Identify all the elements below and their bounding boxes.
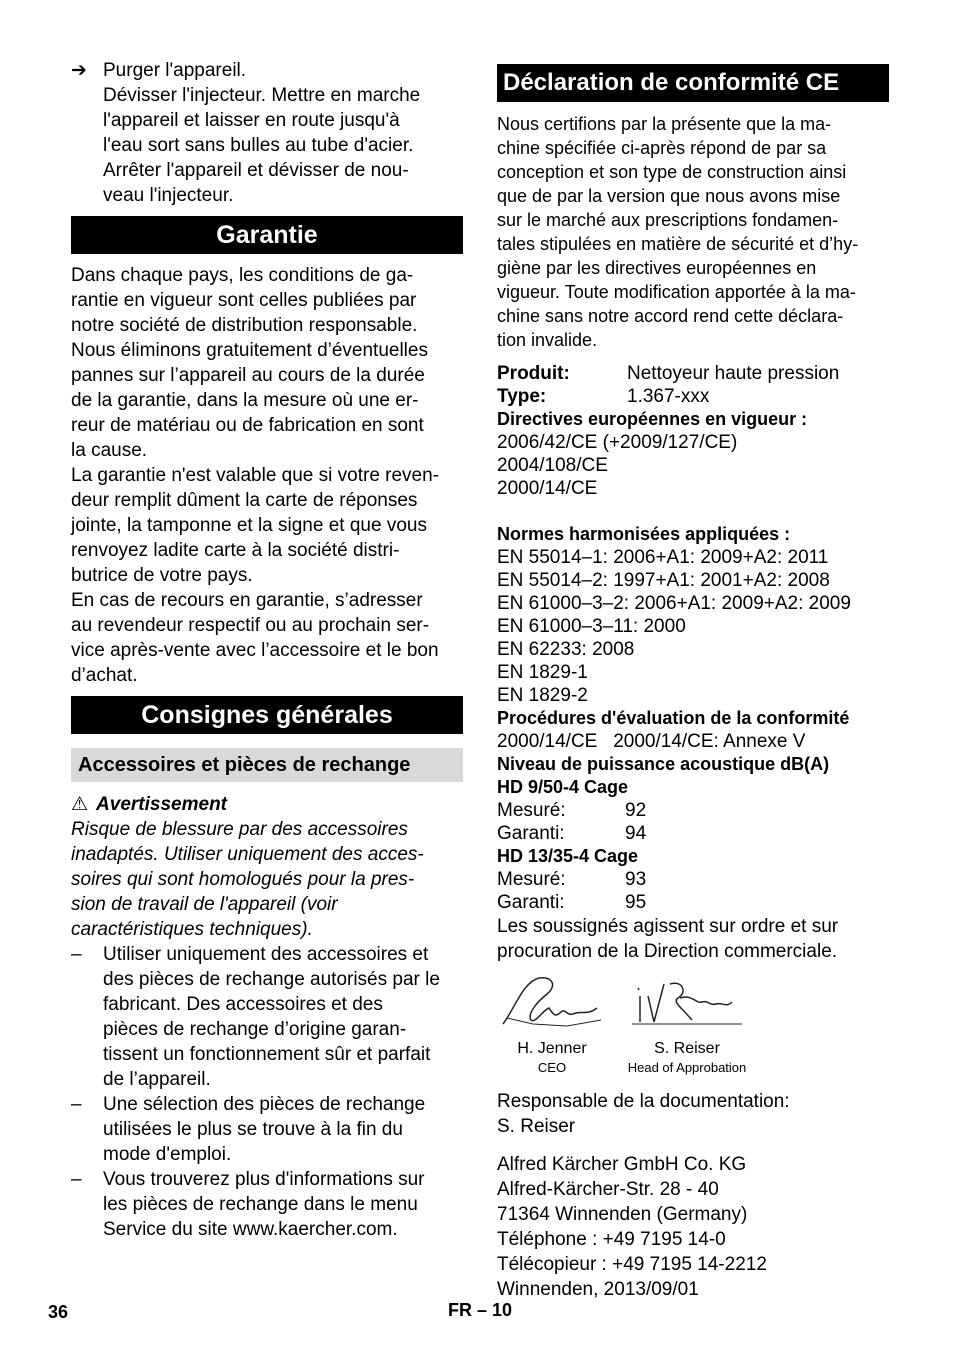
signature-jenner: [497, 974, 607, 1077]
dash-marker: –: [71, 1169, 82, 1190]
text-line: jointe, la tamponne et la signe et que vous: [71, 515, 427, 536]
left-column: [71, 58, 463, 1242]
text-line: Alfred-Kärcher-Str. 28 - 40: [497, 1179, 719, 1200]
text-line: au revendeur respectif ou au prochain ser-: [71, 615, 430, 636]
text-line: notre société de distribution responsable.: [71, 315, 418, 336]
model-name: HD 13/35-4 Cage: [497, 846, 639, 866]
mesure-row: [497, 868, 889, 891]
niveau-label: Niveau de puissance acoustique dB(A): [497, 754, 830, 774]
text-line: tissent un fonctionnement sûr et parfait: [103, 1044, 431, 1065]
type-label: Type:: [497, 386, 547, 407]
text-line: Risque de blessure par des accessoires: [71, 819, 408, 840]
text-line: pannes sur l’appareil au cours de la durée: [71, 365, 425, 386]
text-line: En cas de recours en garantie, s’adresser: [71, 590, 423, 611]
norme-item: EN 1829-2: [497, 685, 588, 706]
text-line: chine spécifiée ci-après répond de par sa: [497, 138, 827, 158]
text-line: que de par la version que nous avons mise: [497, 186, 841, 206]
norme-item: EN 61000–3–11: 2000: [497, 616, 686, 637]
dash-marker: –: [71, 1094, 82, 1115]
text-line: vice après-vente avec l’accessoire et le bon: [71, 640, 439, 661]
warning-label: Avertissement: [96, 794, 227, 815]
text-line: butrice de votre pays.: [71, 565, 253, 586]
model-name: HD 9/50-4 Cage: [497, 777, 629, 797]
declaration-heading: Déclaration de conformité CE: [497, 64, 889, 102]
text-line: sion de travail de l'appareil (voir: [71, 894, 338, 915]
signer-name: S. Reiser: [654, 1040, 720, 1057]
text-line: tion invalide.: [497, 330, 598, 350]
step-line: Arrêter l'appareil et dévisser de nou-: [103, 160, 409, 181]
signer-role: CEO: [537, 1060, 567, 1075]
text-line: tales stipulées en matière de sécurité et d’hy-: [497, 234, 859, 254]
text-line: procuration de la Direction commerciale.: [497, 941, 838, 962]
produit-value: Nettoyeur haute pression: [627, 363, 840, 384]
text-line: pièces de rechange d’origine garan-: [103, 1019, 407, 1040]
list-item: [71, 1092, 463, 1167]
declaration-details: [497, 362, 889, 914]
text-line: conception et son type de construction ainsi: [497, 162, 847, 182]
text-line: soires qui sont homologués pour la pres-: [71, 869, 415, 890]
accessoires-subheading: Accessoires et pièces de rechange: [71, 748, 463, 782]
text-line: inadaptés. Utiliser uniquement des acces-: [71, 844, 424, 865]
garanti-label: Garanti:: [497, 823, 565, 844]
text-line: rantie en vigueur sont celles publiées par: [71, 290, 417, 311]
step-line: l'eau sort sans bulles au tube d'acier.: [103, 135, 414, 156]
garantie-text: [71, 263, 463, 688]
text-line: de la garantie, dans la mesure où une er-: [71, 390, 419, 411]
signer-role: Head of Approbation: [627, 1060, 747, 1075]
mesure-value: 92: [625, 800, 647, 821]
directives-label: Directives européennes en vigueur :: [497, 409, 808, 429]
norme-item: EN 1829-1: [497, 662, 588, 683]
normes-label: Normes harmonisées appliquées :: [497, 524, 791, 544]
text-line: Téléphone : +49 7195 14-0: [497, 1229, 726, 1250]
consignes-heading: Consignes générales: [71, 696, 463, 734]
type-value: 1.367-xxx: [627, 386, 710, 407]
warning-icon: ⚠: [71, 794, 89, 815]
procedures-value: 2000/14/CE 2000/14/CE: Annexe V: [497, 731, 806, 752]
text-line: Télécopieur : +49 7195 14-2212: [497, 1254, 767, 1275]
text-line: renvoyez ladite carte à la société distri-: [71, 540, 400, 561]
garanti-row: [497, 822, 889, 845]
directive-item: 2006/42/CE (+2009/127/CE): [497, 432, 738, 453]
norme-item: EN 61000–3–2: 2006+A1: 2009+A2: 2009: [497, 593, 851, 614]
list-item: [71, 1167, 463, 1242]
signature-reiser: [622, 974, 752, 1077]
step-line: veau l'injecteur.: [103, 185, 234, 206]
text-line: sur le marché aux prescriptions fondamen-: [497, 210, 839, 230]
warning-title: [71, 792, 463, 817]
text-line: la cause.: [71, 440, 148, 461]
text-line: les pièces de rechange dans le menu: [103, 1194, 418, 1215]
warning-text: [71, 817, 463, 942]
text-line: Une sélection des pièces de rechange: [103, 1094, 426, 1115]
company-address: [497, 1152, 889, 1302]
garanti-row: [497, 891, 889, 914]
garantie-heading: Garantie: [71, 216, 463, 254]
garanti-label: Garanti:: [497, 892, 565, 913]
text-line: de l’appareil.: [103, 1069, 211, 1090]
text-line: mode d'emploi.: [103, 1144, 232, 1165]
signatures: [497, 974, 889, 1084]
mesure-label: Mesuré:: [497, 800, 566, 821]
declaration-intro: [497, 112, 889, 352]
signature-jenner-image: [497, 974, 607, 1032]
text-line: Nous certifions par la présente que la ma-: [497, 114, 832, 134]
text-line: utilisées le plus se trouve à la fin du: [103, 1119, 403, 1140]
text-line: Responsable de la documentation:: [497, 1091, 790, 1112]
norme-item: EN 55014–1: 2006+A1: 2009+A2: 2011: [497, 547, 829, 568]
step-line: l'appareil et laisser en route jusqu'à: [103, 110, 400, 131]
step-title: Purger l'appareil.: [103, 60, 247, 81]
dash-marker: –: [71, 944, 82, 965]
text-line: des pièces de rechange autorisés par le: [103, 969, 440, 990]
mesure-row: [497, 799, 889, 822]
right-column: [497, 58, 889, 1302]
text-line: Nous éliminons gratuitement d’éventuelles: [71, 340, 428, 361]
mesure-value: 93: [625, 869, 647, 890]
purge-step: [71, 58, 463, 208]
text-line: giène par les directives européennes en: [497, 258, 817, 278]
arrow-icon: ➔: [71, 60, 87, 81]
text-line: Alfred Kärcher GmbH Co. KG: [497, 1154, 747, 1175]
text-line: La garantie n'est valable que si votre reven-: [71, 465, 440, 486]
text-line: fabricant. Des accessoires et des: [103, 994, 383, 1015]
text-line: Utiliser uniquement des accessoires et: [103, 944, 429, 965]
page-number: 36: [48, 1302, 69, 1322]
list-item: [71, 942, 463, 1092]
text-line: S. Reiser: [497, 1116, 576, 1137]
norme-item: EN 62233: 2008: [497, 639, 635, 660]
produit-row: [497, 362, 889, 385]
garanti-value: 95: [625, 892, 647, 913]
text-line: d’achat.: [71, 665, 138, 686]
text-line: 71364 Winnenden (Germany): [497, 1204, 748, 1225]
type-row: [497, 385, 889, 408]
text-line: vigueur. Toute modification apportée à la ma-: [497, 282, 856, 302]
text-line: deur remplit dûment la carte de réponses: [71, 490, 418, 511]
text-line: Service du site www.kaercher.com.: [103, 1219, 398, 1240]
documentation-responsible: [497, 1089, 889, 1139]
step-line: Dévisser l'injecteur. Mettre en marche: [103, 85, 421, 106]
mesure-label: Mesuré:: [497, 869, 566, 890]
garanti-value: 94: [625, 823, 647, 844]
directive-item: 2000/14/CE: [497, 478, 598, 499]
text-line: Winnenden, 2013/09/01: [497, 1279, 699, 1300]
text-line: reur de matériau ou de fabrication en sont: [71, 415, 424, 436]
signature-reiser-image: [622, 974, 752, 1032]
language-page-label: FR – 10: [448, 1300, 513, 1320]
text-line: Les soussignés agissent sur ordre et sur: [497, 916, 839, 937]
procedures-label: Procédures d'évaluation de la conformité: [497, 708, 850, 728]
norme-item: EN 55014–2: 1997+A1: 2001+A2: 2008: [497, 570, 830, 591]
produit-label: Produit:: [497, 363, 570, 384]
soussignes-text: [497, 914, 889, 964]
text-line: Dans chaque pays, les conditions de ga-: [71, 265, 414, 286]
text-line: caractéristiques techniques).: [71, 919, 313, 940]
signer-name: H. Jenner: [517, 1040, 587, 1057]
text-line: Vous trouverez plus d'informations sur: [103, 1169, 425, 1190]
text-line: chine sans notre accord rend cette déclara-: [497, 306, 844, 326]
directive-item: 2004/108/CE: [497, 455, 608, 476]
